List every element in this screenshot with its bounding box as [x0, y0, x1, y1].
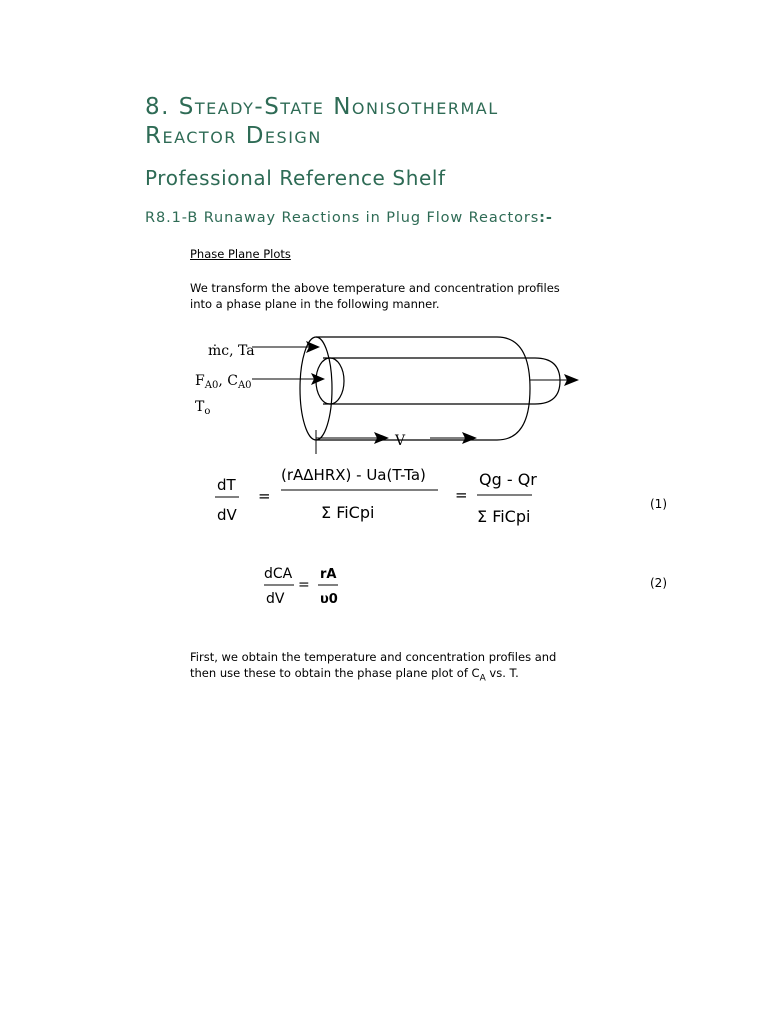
- inlet-temperature-label: $T_o$: [195, 399, 211, 417]
- intro-paragraph: We transform the above temperature and concentration profiles into a phase plane in the following manner.: [190, 281, 560, 311]
- equation-1-number: (1): [650, 497, 667, 511]
- volume-label: V: [395, 433, 406, 449]
- eq1-right-denominator: Σ FiCpi: [477, 507, 531, 526]
- eq1-right-numerator: Qg - Qr: [479, 470, 537, 489]
- feed-inlet-arrow: [252, 373, 325, 385]
- eq1-lhs-denominator: dV: [217, 506, 237, 524]
- equation-2-svg: [258, 558, 368, 618]
- eq2-rhs-numerator: rA: [320, 567, 337, 582]
- chapter-title-line-1: 8. Steady-State Nonisothermal: [145, 94, 499, 120]
- eq2-lhs-denominator: dV: [266, 591, 285, 607]
- section-title: R8.1-B Runaway Reactions in Plug Flow Reactors: [145, 210, 540, 226]
- conclusion-text-1: First, we obtain the temperature and concentration profiles and then use these to obtain the phase plane plot of C: [190, 650, 557, 680]
- conclusion-text-2: vs. T.: [485, 665, 519, 680]
- inner-tube: [316, 358, 560, 404]
- equation-2-number: (2): [650, 576, 667, 590]
- eq2-rhs-denominator: υ0: [320, 592, 338, 607]
- eq1-lhs-numerator: dT: [217, 476, 236, 494]
- eq2-equals: =: [298, 577, 310, 593]
- outer-tube: [300, 337, 530, 440]
- equation-2: [258, 558, 368, 622]
- section-heading: [145, 210, 553, 226]
- feed-label: $F_{A0}$, $C_{A0}$: [195, 373, 252, 391]
- coolant-label: ṁc, Ta: [208, 343, 255, 359]
- outlet-arrow: [530, 374, 579, 386]
- chapter-title: [145, 93, 705, 151]
- eq2-lhs-numerator: dCA: [264, 566, 293, 582]
- eq1-middle-numerator: (rAΔHRX) - Ua(T-Ta): [281, 466, 426, 484]
- subsection-title: Phase Plane Plots: [190, 247, 291, 261]
- conclusion-subscript: A: [479, 672, 486, 683]
- reactor-diagram: [190, 330, 590, 459]
- chapter-title-line-2: Reactor Design: [145, 123, 322, 149]
- eq1-equals-1: =: [258, 487, 271, 505]
- eq1-equals-2: =: [455, 486, 468, 504]
- equation-1: [205, 458, 545, 547]
- shelf-title: Professional Reference Shelf: [145, 166, 446, 190]
- coolant-inlet-arrow: [252, 341, 320, 353]
- eq1-middle-denominator: Σ FiCpi: [321, 503, 375, 522]
- section-marker: :-: [539, 210, 553, 226]
- reactor-diagram-svg: [190, 330, 590, 455]
- equation-1-svg: [205, 458, 545, 543]
- conclusion-paragraph: [190, 650, 580, 686]
